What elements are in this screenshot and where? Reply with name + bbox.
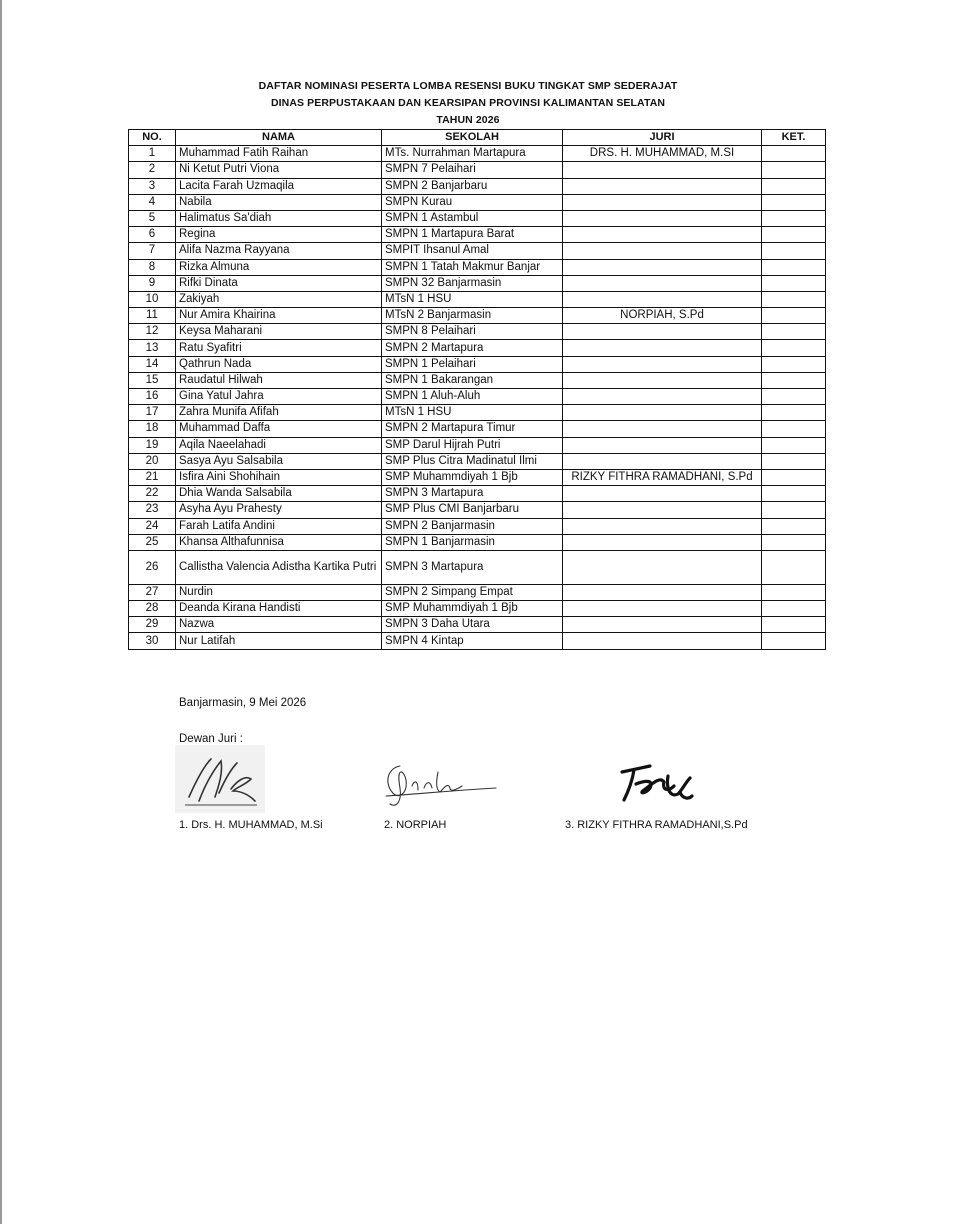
cell-juri: DRS. H. MUHAMMAD, M.SI — [563, 146, 762, 162]
table-row — [129, 405, 826, 421]
cell-ket — [762, 469, 826, 485]
cell-juri — [563, 502, 762, 518]
cell-ket — [762, 340, 826, 356]
table-row — [129, 178, 826, 194]
cell-juri — [563, 518, 762, 534]
cell-no: 7 — [129, 243, 176, 259]
table-row — [129, 518, 826, 534]
cell-ket — [762, 178, 826, 194]
cell-nama: Regina — [176, 227, 382, 243]
cell-ket — [762, 275, 826, 291]
cell-ket — [762, 162, 826, 178]
cell-juri: RIZKY FITHRA RAMADHANI, S.Pd — [563, 469, 762, 485]
cell-nama: Zahra Munifa Afifah — [176, 405, 382, 421]
cell-no: 25 — [129, 534, 176, 550]
cell-juri — [563, 275, 762, 291]
cell-sekolah: SMP Darul Hijrah Putri — [382, 437, 563, 453]
table-row — [129, 584, 826, 600]
cell-sekolah: SMPN 1 Aluh-Aluh — [382, 389, 563, 405]
cell-no: 15 — [129, 372, 176, 388]
cell-nama: Alifa Nazma Rayyana — [176, 243, 382, 259]
cell-sekolah: SMP Plus Citra Madinatul Ilmi — [382, 453, 563, 469]
cell-nama: Ni Ketut Putri Viona — [176, 162, 382, 178]
cell-no: 1 — [129, 146, 176, 162]
cell-juri — [563, 633, 762, 649]
table-row — [129, 210, 826, 226]
table-row — [129, 453, 826, 469]
table-row — [129, 356, 826, 372]
table-row — [129, 469, 826, 485]
table-row — [129, 227, 826, 243]
cell-nama: Raudatul Hilwah — [176, 372, 382, 388]
cell-no: 13 — [129, 340, 176, 356]
cell-nama: Isfira Aini Shohihain — [176, 469, 382, 485]
document-header — [0, 78, 936, 129]
nominee-table — [128, 129, 826, 650]
cell-nama: Keysa Maharani — [176, 324, 382, 340]
cell-sekolah: SMPN 32 Banjarmasin — [382, 275, 563, 291]
title-line-3: TAHUN 2026 — [436, 114, 500, 126]
signatory-1-name: 1. Drs. H. MUHAMMAD, M.Si — [179, 819, 323, 831]
table-row — [129, 372, 826, 388]
cell-ket — [762, 324, 826, 340]
cell-sekolah: MTsN 1 HSU — [382, 291, 563, 307]
cell-no: 9 — [129, 275, 176, 291]
cell-ket — [762, 227, 826, 243]
cell-ket — [762, 617, 826, 633]
cell-ket — [762, 534, 826, 550]
table-row — [129, 534, 826, 550]
cell-nama: Lacita Farah Uzmaqila — [176, 178, 382, 194]
table-row — [129, 437, 826, 453]
cell-juri — [563, 178, 762, 194]
cell-sekolah: SMP Plus CMI Banjarbaru — [382, 502, 563, 518]
cell-sekolah: MTsN 1 HSU — [382, 405, 563, 421]
table-row — [129, 194, 826, 210]
cell-nama: Nurdin — [176, 584, 382, 600]
cell-no: 26 — [129, 550, 176, 584]
cell-sekolah: SMPN 4 Kintap — [382, 633, 563, 649]
table-row — [129, 421, 826, 437]
cell-juri — [563, 389, 762, 405]
cell-juri — [563, 405, 762, 421]
jury-label: Dewan Juri : — [179, 733, 243, 745]
cell-sekolah: SMPN 2 Martapura — [382, 340, 563, 356]
cell-juri — [563, 194, 762, 210]
cell-no: 10 — [129, 291, 176, 307]
cell-juri — [563, 453, 762, 469]
cell-ket — [762, 550, 826, 584]
cell-ket — [762, 243, 826, 259]
signature-3-image — [616, 762, 696, 806]
cell-sekolah: SMPN 2 Banjarmasin — [382, 518, 563, 534]
signatory-2-name: 2. NORPIAH — [384, 819, 447, 831]
cell-no: 23 — [129, 502, 176, 518]
cell-sekolah: MTs. Nurrahman Martapura — [382, 146, 563, 162]
cell-nama: Nabila — [176, 194, 382, 210]
cell-ket — [762, 437, 826, 453]
table-row — [129, 146, 826, 162]
cell-sekolah: SMPN 1 Pelaihari — [382, 356, 563, 372]
cell-juri — [563, 227, 762, 243]
cell-no: 28 — [129, 601, 176, 617]
cell-ket — [762, 308, 826, 324]
page-edge — [0, 0, 2, 1224]
table-row — [129, 308, 826, 324]
table-row — [129, 502, 826, 518]
cell-juri — [563, 210, 762, 226]
cell-no: 3 — [129, 178, 176, 194]
table-row — [129, 601, 826, 617]
cell-sekolah: SMPN 1 Bakarangan — [382, 372, 563, 388]
cell-ket — [762, 421, 826, 437]
cell-no: 16 — [129, 389, 176, 405]
cell-nama: Halimatus Sa'diah — [176, 210, 382, 226]
cell-nama: Rizka Almuna — [176, 259, 382, 275]
cell-ket — [762, 389, 826, 405]
table-row — [129, 259, 826, 275]
cell-juri — [563, 324, 762, 340]
cell-juri — [563, 340, 762, 356]
header-juri: JURI — [563, 130, 762, 146]
cell-no: 5 — [129, 210, 176, 226]
cell-juri — [563, 372, 762, 388]
place-date: Banjarmasin, 9 Mei 2026 — [179, 697, 307, 709]
header-no: NO. — [129, 130, 176, 146]
table-header-row — [129, 130, 826, 146]
table-row — [129, 291, 826, 307]
table-body — [129, 146, 826, 649]
cell-no: 20 — [129, 453, 176, 469]
cell-ket — [762, 146, 826, 162]
cell-juri — [563, 291, 762, 307]
cell-ket — [762, 486, 826, 502]
cell-sekolah: SMPN 1 Martapura Barat — [382, 227, 563, 243]
cell-juri — [563, 162, 762, 178]
header-nama: NAMA — [176, 130, 382, 146]
signature-2-image — [378, 758, 498, 810]
cell-sekolah: SMPN 8 Pelaihari — [382, 324, 563, 340]
cell-sekolah: SMPN 3 Martapura — [382, 486, 563, 502]
cell-nama: Qathrun Nada — [176, 356, 382, 372]
cell-no: 14 — [129, 356, 176, 372]
cell-nama: Nur Latifah — [176, 633, 382, 649]
cell-ket — [762, 633, 826, 649]
cell-juri — [563, 584, 762, 600]
cell-juri — [563, 437, 762, 453]
cell-ket — [762, 372, 826, 388]
cell-juri — [563, 259, 762, 275]
title-line-1: DAFTAR NOMINASI PESERTA LOMBA RESENSI BUKU TINGKAT SMP SEDERAJAT — [258, 80, 678, 92]
signature-1-image — [175, 745, 265, 813]
cell-nama: Farah Latifa Andini — [176, 518, 382, 534]
cell-nama: Callistha Valencia Adistha Kartika Putri — [176, 550, 382, 584]
header-ket: KET. — [762, 130, 826, 146]
cell-nama: Sasya Ayu Salsabila — [176, 453, 382, 469]
cell-sekolah: SMPN 1 Tatah Makmur Banjar — [382, 259, 563, 275]
cell-ket — [762, 210, 826, 226]
cell-no: 24 — [129, 518, 176, 534]
cell-juri — [563, 617, 762, 633]
cell-juri — [563, 421, 762, 437]
cell-no: 30 — [129, 633, 176, 649]
table-row — [129, 340, 826, 356]
cell-juri — [563, 243, 762, 259]
table-row — [129, 550, 826, 584]
signatory-3-name: 3. RIZKY FITHRA RAMADHANI,S.Pd — [565, 819, 748, 831]
cell-sekolah: SMPIT Ihsanul Amal — [382, 243, 563, 259]
cell-no: 22 — [129, 486, 176, 502]
cell-nama: Khansa Althafunnisa — [176, 534, 382, 550]
cell-no: 6 — [129, 227, 176, 243]
cell-nama: Gina Yatul Jahra — [176, 389, 382, 405]
cell-sekolah: SMPN 3 Martapura — [382, 550, 563, 584]
cell-ket — [762, 194, 826, 210]
table-row — [129, 486, 826, 502]
cell-juri — [563, 550, 762, 584]
cell-sekolah: MTsN 2 Banjarmasin — [382, 308, 563, 324]
cell-ket — [762, 601, 826, 617]
table-row — [129, 324, 826, 340]
cell-no: 27 — [129, 584, 176, 600]
cell-juri — [563, 356, 762, 372]
cell-sekolah: SMP Muhammdiyah 1 Bjb — [382, 469, 563, 485]
cell-sekolah: SMP Muhammdiyah 1 Bjb — [382, 601, 563, 617]
cell-ket — [762, 518, 826, 534]
cell-ket — [762, 584, 826, 600]
cell-sekolah: SMPN 7 Pelaihari — [382, 162, 563, 178]
table-row — [129, 275, 826, 291]
cell-ket — [762, 291, 826, 307]
cell-no: 11 — [129, 308, 176, 324]
cell-nama: Muhammad Fatih Raihan — [176, 146, 382, 162]
cell-sekolah: SMPN Kurau — [382, 194, 563, 210]
cell-sekolah: SMPN 3 Daha Utara — [382, 617, 563, 633]
cell-nama: Asyha Ayu Prahesty — [176, 502, 382, 518]
cell-no: 21 — [129, 469, 176, 485]
cell-nama: Rifki Dinata — [176, 275, 382, 291]
cell-juri: NORPIAH, S.Pd — [563, 308, 762, 324]
table-row — [129, 389, 826, 405]
cell-nama: Deanda Kirana Handisti — [176, 601, 382, 617]
cell-juri — [563, 486, 762, 502]
cell-nama: Zakiyah — [176, 291, 382, 307]
cell-no: 2 — [129, 162, 176, 178]
cell-sekolah: SMPN 2 Simpang Empat — [382, 584, 563, 600]
cell-nama: Ratu Syafitri — [176, 340, 382, 356]
cell-nama: Dhia Wanda Salsabila — [176, 486, 382, 502]
cell-ket — [762, 259, 826, 275]
cell-ket — [762, 356, 826, 372]
cell-no: 8 — [129, 259, 176, 275]
cell-ket — [762, 502, 826, 518]
table-row — [129, 633, 826, 649]
cell-juri — [563, 601, 762, 617]
cell-ket — [762, 405, 826, 421]
cell-no: 19 — [129, 437, 176, 453]
cell-nama: Nur Amira Khairina — [176, 308, 382, 324]
cell-nama: Aqila Naeelahadi — [176, 437, 382, 453]
table-row — [129, 243, 826, 259]
cell-nama: Muhammad Daffa — [176, 421, 382, 437]
cell-sekolah: SMPN 2 Martapura Timur — [382, 421, 563, 437]
header-sekolah: SEKOLAH — [382, 130, 563, 146]
cell-nama: Nazwa — [176, 617, 382, 633]
table-row — [129, 162, 826, 178]
table-row — [129, 617, 826, 633]
cell-ket — [762, 453, 826, 469]
cell-no: 4 — [129, 194, 176, 210]
cell-no: 17 — [129, 405, 176, 421]
cell-sekolah: SMPN 2 Banjarbaru — [382, 178, 563, 194]
cell-no: 12 — [129, 324, 176, 340]
cell-no: 18 — [129, 421, 176, 437]
cell-no: 29 — [129, 617, 176, 633]
cell-juri — [563, 534, 762, 550]
title-line-2: DINAS PERPUSTAKAAN DAN KEARSIPAN PROVINSI KALIMANTAN SELATAN — [270, 97, 666, 109]
cell-sekolah: SMPN 1 Astambul — [382, 210, 563, 226]
cell-sekolah: SMPN 1 Banjarmasin — [382, 534, 563, 550]
